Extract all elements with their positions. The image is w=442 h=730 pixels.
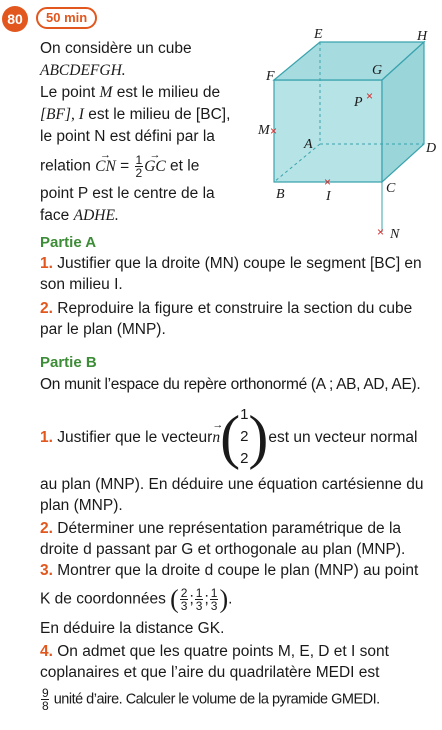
numerator: 1 <box>210 586 218 600</box>
question-text: On admet que les quatre points M, E, D et I sont coplanaires et que l’aire du quadrilatère MEDI est <box>40 643 389 681</box>
right-paren: ) <box>248 404 269 470</box>
part-a-title: Partie A <box>40 234 97 251</box>
cross-m: × <box>270 124 278 138</box>
denominator: 3 <box>210 599 218 613</box>
right-paren: ) <box>219 584 229 614</box>
label-d: D <box>426 141 437 156</box>
question-number: 2. <box>40 520 53 537</box>
cube-figure <box>252 22 440 247</box>
fraction <box>195 587 204 612</box>
question-number: 3. <box>40 562 53 579</box>
denominator: 2 <box>135 166 143 180</box>
question-text: Reproduire la figure et construire la section du cube par le plan (MNP). <box>40 300 413 338</box>
component: 2 <box>240 428 249 445</box>
intro-text: et le <box>165 157 200 175</box>
duration-badge: 50 min <box>36 7 97 29</box>
label-n: N <box>390 227 400 242</box>
cube-name: ABCDEFGH. <box>40 62 126 79</box>
intro-text: face <box>40 207 74 224</box>
component: 2 <box>240 450 249 467</box>
question-number: 4. <box>40 643 53 660</box>
intro-text: le point N est défini par la <box>40 128 215 145</box>
cross-p: × <box>366 89 374 103</box>
cross-n: × <box>377 225 385 239</box>
question-text: Déterminer une représentation paramétrique de la droite d passant par G et orthogonale au plan (MNP). <box>40 520 406 558</box>
numerator: 2 <box>180 586 188 600</box>
intro-text: relation <box>40 157 96 175</box>
denominator: 3 <box>195 599 203 613</box>
question-text: Justifier que la droite (MN) coupe le segment [BC] en son milieu I. <box>40 255 422 293</box>
label-b: B <box>276 187 285 202</box>
vector-components <box>240 404 248 470</box>
segment-bf: [BF], <box>40 106 79 123</box>
numerator: 1 <box>195 586 203 600</box>
numerator: 1 <box>135 153 143 167</box>
label-i: I <box>326 189 331 204</box>
question-text: Montrer que la droite d coupe le plan (MNP) au point <box>57 562 419 579</box>
point-i: I <box>78 106 84 123</box>
label-c: C <box>386 181 396 196</box>
part-b-title: Partie B <box>40 354 97 371</box>
intro-text: Le point <box>40 84 100 101</box>
label-p: P <box>354 95 363 110</box>
left-paren: ( <box>170 584 179 614</box>
face-name: ADHE. <box>73 207 119 224</box>
label-h: H <box>417 29 428 44</box>
intro-text: point P est le centre de la <box>40 185 215 202</box>
question-text: K de coordonnées <box>40 590 171 608</box>
intro-text: est le milieu de [BC], <box>83 106 231 123</box>
intro-text: On considère un cube <box>40 40 192 57</box>
left-paren: ( <box>220 404 241 470</box>
equals-sign: = <box>115 157 134 175</box>
vector-cn: → CN <box>95 156 116 178</box>
denominator: 8 <box>42 699 49 713</box>
vector-gc: → GC <box>144 156 166 178</box>
question-number: 1. <box>40 428 53 446</box>
label-g: G <box>372 63 383 78</box>
label-f: F <box>266 69 275 84</box>
part-b-question-1: 1. Justifier que le vecteur → n ( 1 2 2 ) est un vecteur normal au plan (MNP). En déduire une équation cartésienne du plan (MNP). 2. Déterminer une représentation paramétrique de la droite d passant par G et orthogonale au plan (MNP). 3. Montrer que la droite d coupe le plan (MNP) au point K de coordonnées ( $\frac{2}{3}$ ; $\frac{1}{3}$ ; $\frac{1}{3}$ ). En déduire la distance GK. 4. On admet que les quatre points M, E, D et I sont coplanaires et que l’aire du quadrilatère MEDI est $\frac{9}{8}$ unité d’aire. Calculer le volume de la pyramide GMEDI. <box>40 400 438 712</box>
label-m: M <box>258 123 270 138</box>
question-number: 2. <box>40 300 53 317</box>
denominator: 3 <box>180 599 188 613</box>
fraction <box>210 587 219 612</box>
cross-i: × <box>324 175 332 189</box>
repere-text: On munit l’espace du repère orthonormé (A ; AB, AD, AE). <box>40 376 421 393</box>
question-text: unité d’aire. Calculer le volume de la pyramide GMEDI. <box>50 691 380 708</box>
question-text: au plan (MNP). En déduire une équation cartésienne du plan (MNP). <box>40 476 424 514</box>
component: 1 <box>240 406 249 423</box>
fraction <box>180 587 189 612</box>
numerator: 9 <box>42 686 49 700</box>
question-number: 1. <box>40 255 53 272</box>
fraction-area <box>41 687 49 712</box>
intro-text: est le milieu de <box>112 84 221 101</box>
question-text: En déduire la distance GK. <box>40 620 225 637</box>
part-a-questions <box>40 253 438 340</box>
label-e: E <box>314 27 323 42</box>
label-a: A <box>304 137 313 152</box>
question-text: Justifier que le vecteur <box>57 428 213 446</box>
exercise-number-badge: 80 <box>2 6 28 32</box>
point-m: M <box>99 84 113 101</box>
fraction-half <box>135 154 144 179</box>
question-text: est un vecteur normal <box>268 428 418 446</box>
exercise-intro <box>40 38 248 227</box>
vector-n: → n <box>212 427 220 448</box>
